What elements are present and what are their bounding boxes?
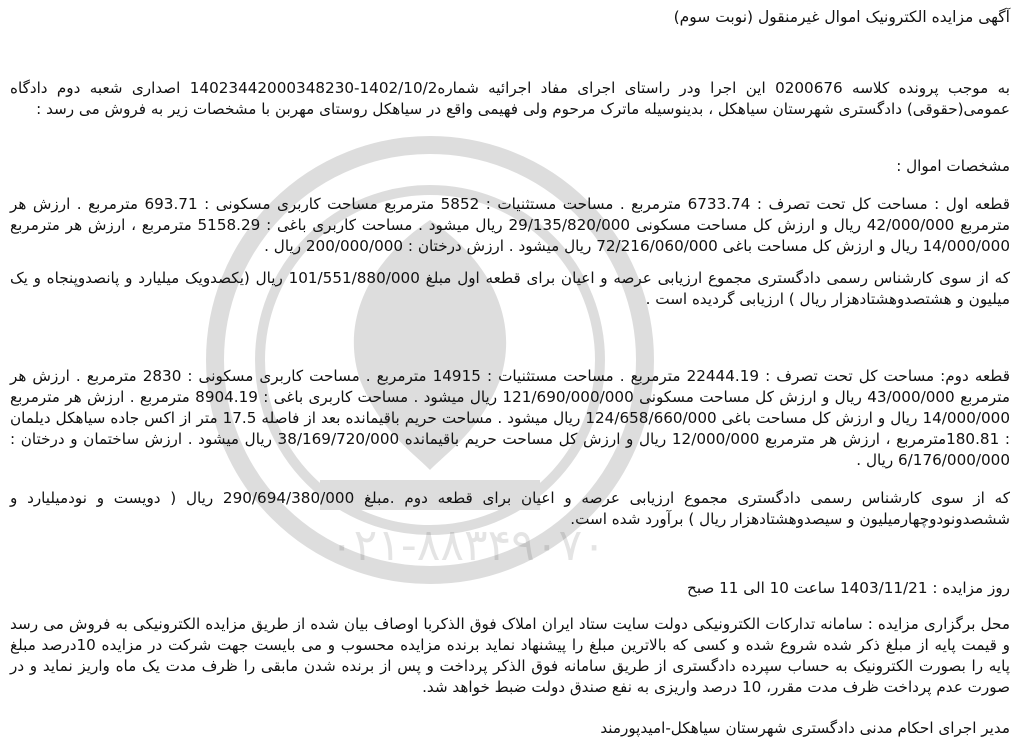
auction-day: روز مزایده : 1403/11/21 ساعت 10 الی 11 صبح [687, 579, 1010, 597]
signature: مدیر اجرای احکام مدنی دادگستری شهرستان سیاهکل-امیدپورمند [600, 719, 1010, 737]
intro-paragraph: به موجب پرونده کلاسه 0200676 این اجرا ودر راستای اجرای مفاد اجرائیه شماره1402/10/2-14023442000348230 اصداری شعبه دوم دادگاه عمومی(حقوقی) دادگستری شهرستان سیاهکل ، بدینوسیله ماترک مرحوم ولی فهیمی واقع در سیاهکل روستای مهربن با مشخصات زیر به فروش می رسد : [10, 79, 1010, 118]
lot1-paragraph: قطعه اول : مساحت کل تحت تصرف : 6733.74 مترمربع . مساحت مستثنیات : 5852 مترمربع مساحت کاربری مسکونی : 693.71 مترمربع . ارزش هر مترمربع 42/000/000 ریال و ارزش کل مساحت مسکونی 29/135/820/000 ریال میشود . مساحت کاربری باغی : 5158.29 مترمربع ، ارزش هر مترمربع 14/000/000 ریال و ارزش کل مساحت باغی 72/216/060/000 ریال میشود . ارزش درختان : 200/000/000 ریال . [10, 195, 1011, 255]
lot2-paragraph: قطعه دوم: مساحت کل تحت تصرف : 22444.19 مترمربع . مساحت مستثنیات : 14915 مترمربع . مساحت کاربری مسکونی : 2830 مترمربع . ارزش هر مترمربع 43/000/000 ریال و ارزش کل مساحت مسکونی 121/690/000/000 ریال میشود . مساحت کاربری باغی : 8904.19 مترمربع . ارزش هر مترمربع 14/000/000 ریال و ارزش کل مساحت باغی 124/658/660/000 ریال میشود . مساحت حریم باقیمانده بعد از فاصله 17.5 متر از اکس جاده سیاهکل دیلمان : 180.81مترمربع ، ارزش هر مترمربع 12/000/000 ریال و ارزش کل مساحت حریم باقیمانده 38/169/720/000 ریال میشود . ارزش ساختمان و درختان : 6/176/000/000 ریال . [10, 367, 1011, 469]
lot1-valuation: که از سوی کارشناس رسمی دادگستری مجموع ارزیابی عرصه و اعیان برای قطعه اول مبلغ 101/551/880/000 ریال (یکصدویک میلیارد و پانصدوپنجاه و یک میلیون و هشتصدوهشتادهزار ریال ) ارزیابی گردیده است . [10, 269, 1010, 308]
specs-heading: مشخصات اموال : [896, 157, 1010, 175]
lot2-valuation: که از سوی کارشناس رسمی دادگستری مجموع ارزیابی عرصه و اعیان برای قطعه دوم .مبلغ 290/694/380/000 ریال ( دویست و نودمیلیارد و ششصدونودوچهارمیلیون و سیصدوهشتادهزار ریال ) برآورد شده است. [10, 489, 1010, 528]
auction-place: محل برگزاری مزایده : سامانه تدارکات الکترونیکی دولت سایت ستاد ایران املاک فوق الذکربا اوصاف بیان شده از طریق مزایده الکترونیکی به فروش می رسد و قیمت پایه از مبلغ ذکر شده شروع شده و کسی که بالاترین مبلغ را پیشنهاد نماید برنده مزایده محسوب و می بایست جهت شرکت در مزایده 10درصد مبلغ پایه را بصورت الکترونیک به حساب سپرده دادگستری از طریق سامانه فوق الذکر پرداخت و پس از برنده شدن مابقی را ظرف مدت یک ماه واریز نماید و در صورت عدم پرداخت ظرف مدت مقرر، 10 درصد واریزی به نفع صندق دولت ضبط خواهد شد. [10, 615, 1010, 696]
page-title: آگهی مزایده الکترونیک اموال غیرمنقول (نوبت سوم) [673, 8, 1010, 26]
watermark-phone: ۰۲۱-۸۸۳۴۹۰۷۰ [330, 520, 606, 571]
